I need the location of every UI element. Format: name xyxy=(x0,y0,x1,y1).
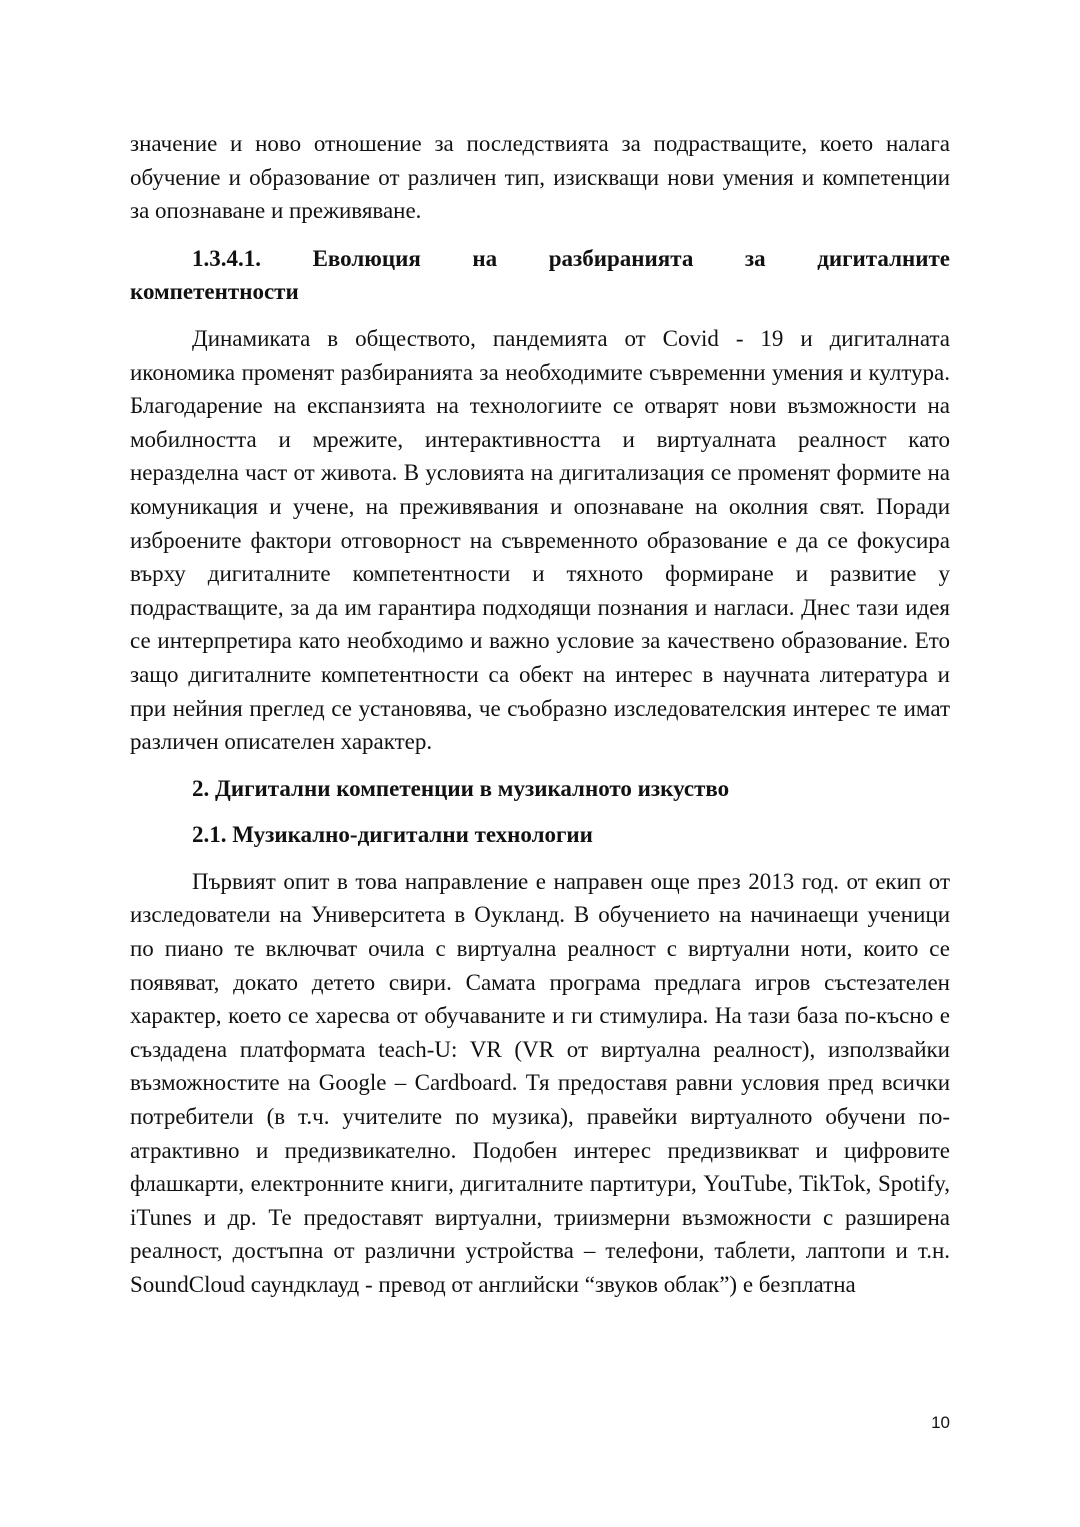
paragraph-music-digital-technologies: Първият опит в това направление е направен още през 2013 год. от екип от изследователи на Университета в Оукланд. В обучението на начинаещи ученици по пиано те включват очила с виртуална реалност с виртуални ноти, които се появяват, докато детето свири. Самата програма предлага игров състезателен характер, което се харесва от обучаваните и ги стимулира. На тази база по-късно е създадена платформата teach-U: VR (VR от виртуална реалност), използвайки възможностите на Google – Cardboard. Тя предоставя равни условия пред всички потребители (в т.ч. учителите по музика), правейки виртуалното обучени по-атрактивно и предизвикателно. Подобен интерес предизвикват и цифровите флашкарти, електронните книги, дигиталните партитури, YouTube, TikTok, Spotify, iTunes и др. Те предоставят виртуални, триизмерни възможности с разширена реалност, достъпна от различни устройства – телефони, таблети, лаптопи и т.н. SoundCloud саундклауд - превод от английски “звуков облак”) е безплатна xyxy=(130,868,950,1297)
section-heading-1-3-4-1-continued: компетентности xyxy=(130,279,299,305)
section-heading-1-3-4-1: 1.3.4.1. Еволюция на разбиранията за дигиталните xyxy=(192,245,950,271)
intro-paragraph: значение и ново отношение за последствията за подрастващите, което налага обучение и образование от различен тип, изискващи нови умения и компетенции за опознаване и преживяване. xyxy=(130,131,950,224)
page-body xyxy=(130,127,950,1302)
page-number: 10 xyxy=(931,1413,950,1432)
paragraph-digital-competences: Динамиката в обществото, пандемията от Covid - 19 и дигиталната икономика променят разбиранията за необходимите съвременни умения и култура. Благодарение на експанзията на технологиите се отварят нови възможности на мобилността и мрежите, интерактивността и виртуалната реалност като неразделна част от живота. В условията на дигитализация се променят формите на комуникация и учене, на преживявания и опознаване на околния свят. Поради изброените фактори отговорност на съвременното образование е да се фокусира върху дигиталните компетентности и тяхното формиране и развитие у подрастващите, за да им гарантира подходящи познания и нагласи. Днес тази идея се интерпретира като необходимо и важно условие за качествено образование. Ето защо дигиталните компетентности са обект на интерес в научната литература и при нейния преглед се установява, че съобразно изследователския интерес те имат различен описателен характер. xyxy=(130,325,950,755)
section-heading-2-1: 2.1. Музикално-дигитални технологии xyxy=(192,822,593,848)
section-heading-2: 2. Дигитални компетенции в музикалното изкуство xyxy=(192,775,730,801)
